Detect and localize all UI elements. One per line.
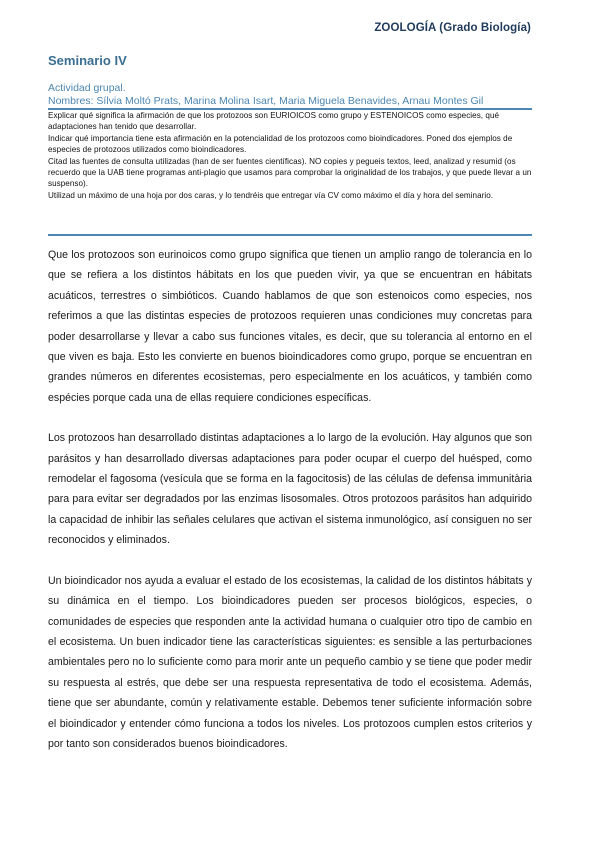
body-text	[48, 245, 532, 774]
course-header: ZOOLOGÍA (Grado Biología)	[374, 22, 531, 34]
body-paragraph: Los protozoos han desarrollado distintas adaptaciones a lo largo de la evolución. Hay algunos que son parásitos y han desarrollado diversas adaptaciones para poder ocupar el cuerpo del huésped, como remodelar el fagosoma (vesícula que se forma en la fagocitosis) de las células de defensa immunitària para para evitar ser degradados por las enzimas lisosomales. Otros protozoos parásitos han adquirido la capacidad de inhibir las señales celulares que activan el sistema inmunológico, así consiguen no ser reconocidos y eliminados.	[48, 432, 532, 547]
activity-meta	[48, 82, 544, 108]
body-paragraph: Un bioindicador nos ayuda a evaluar el estado de los ecosistemas, la calidad de los distintos hábitats y su dinámica en el tiempo. Los bioindicadores pueden ser procesos biológicos, especies, o comunidades de especies que responden ante la actividad humana o cualquier otro tipo de cambio en el ecosistema. Un buen indicador tiene las características siguientes: es sensible a las perturbaciones ambientales pero no lo suficiente como para morir ante un pequeño cambio y se tiene que poder medir su respuesta al estrés, que debe ser una respuesta representativa de todo el ecosistema. Además, tiene que ser abundante, común y relativamente estable. Debemos tener suficiente información sobre el bioindicador y entender cómo funciona a todos los niveles. Los protozoos cumplen estos criterios y por tanto son considerados buenos bioindicadores.	[48, 574, 532, 750]
instructions-box	[48, 110, 536, 201]
activity-label: Actividad grupal.	[48, 82, 126, 94]
instruction-item: Utilizad un máximo de una hoja por dos caras, y lo tendréis que entregar vía CV como máximo el día y hora del seminario.	[48, 190, 494, 200]
group-names: Nombres: Sílvia Moltó Prats, Marina Molina Isart, Maria Miguela Benavides, Arnau Montes Gil	[48, 95, 484, 107]
instruction-item: Indicar qué importancia tiene esta afirmación en la potencialidad de los protozoos como bioindicadores. Poned dos ejemplos de especies de protozoos utilizados como bioindicadores.	[48, 133, 513, 155]
instruction-item: Citad las fuentes de consulta utilizadas (han de ser fuentes científicas). NO copies y pegueis textos, leed, analizad y resumid (os recuerdo que la UAB tiene programas anti-plagio que usamos para comprobar la originalidad de los trabajos, y que puede llevar a un suspenso).	[48, 156, 532, 189]
instructions-bottom-rule	[48, 234, 532, 236]
body-paragraph: Que los protozoos son eurinoicos como grupo significa que tienen un amplio rango de tolerancia en lo que se refiera a los distintos hábitats en los que pueden vivir, ya que se encuentran en hábitats acuáticos, terrestres o simbióticos. Cuando hablamos de que son estenoicos como especies, nos referimos a que las distintas especies de protozoos requieren unas condiciones muy concretas para poder desarrollarse y llevar a cabo sus funciones vitales, es decir, que su tolerancia al entorno en el que viven es baja. Esto les convierte en buenos bioindicadores como grupo, porque se encuentran en grandes números en diferentes ecosistemas, pero especialmente en los acuáticos, y también como espécies porque cada una de ellas requiere condiciones específicas.	[48, 249, 532, 404]
instruction-item: Explicar qué significa la afirmación de que los protozoos son EURIOICOS como grupo y ESTENOICOS como especies, qué adaptaciones han tenido que desarrollar.	[48, 111, 500, 132]
seminar-title: Seminario IV	[48, 53, 127, 68]
